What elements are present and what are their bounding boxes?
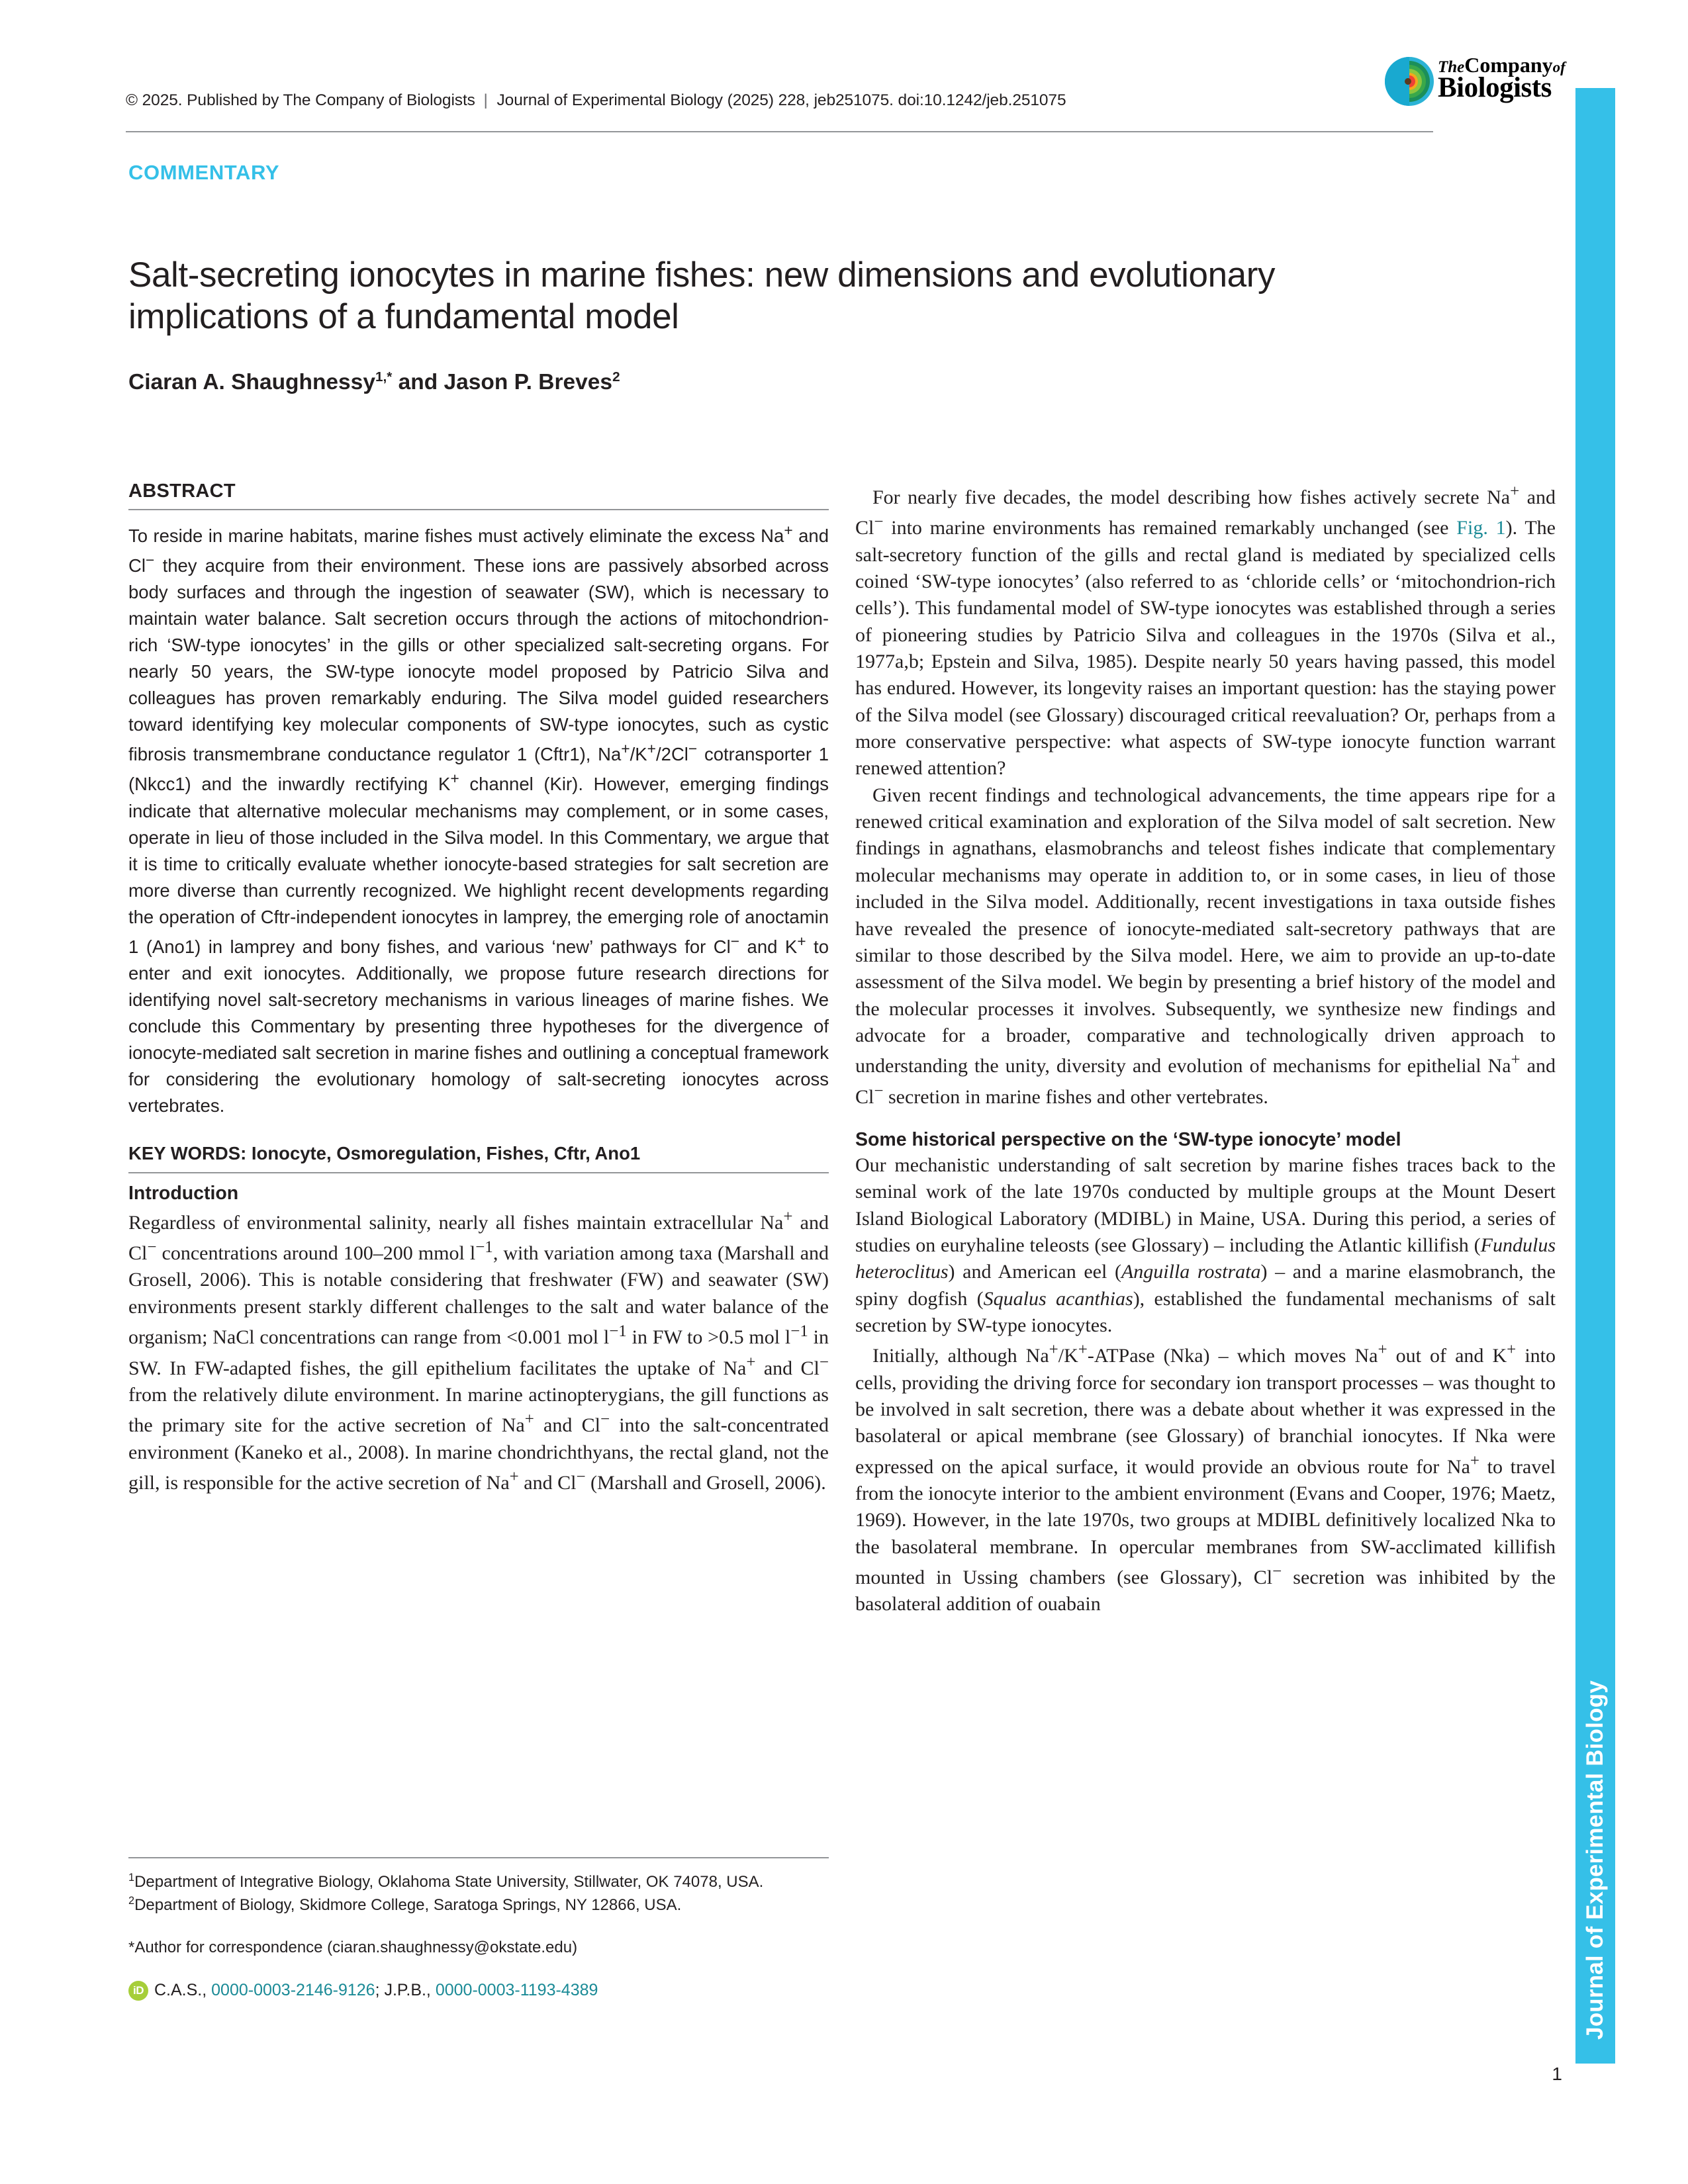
abstract-divider — [128, 509, 829, 510]
section-heading-historical-perspective: Some historical perspective on the ‘SW-type ionocyte’ model — [855, 1128, 1401, 1150]
journal-sidebar-label: Journal of Experimental Biology — [1582, 1680, 1608, 2040]
abstract-heading: ABSTRACT — [128, 480, 236, 502]
masthead-divider — [126, 131, 1433, 132]
author-list: Ciaran A. Shaughnessy$^{1,*}$ and Jason P. Breves$^2$ — [128, 369, 620, 395]
article-type-label: COMMENTARY — [128, 161, 280, 184]
footnote-divider — [128, 1857, 829, 1858]
left-column — [128, 480, 829, 1496]
corresponding-author: *Author for correspondence (ciaran.shaughnessy@okstate.edu) — [128, 1938, 578, 1957]
publisher-logo-wordmark — [1438, 53, 1573, 104]
page-title: Salt-secreting ionocytes in marine fishes: new dimensions and evolutionary implications of a fundamental model — [128, 255, 1276, 336]
intro-paragraph-1: For nearly five decades, the model describing how fishes actively secrete Na+ and Cl− into marine environments has remained remarkably unchanged (see Fig. 1). The salt-secretory function of the gills and rectal gland is mediated by specialized cells coined ‘SW-type ionocytes’ (also referred to as ‘chloride cells’ or ‘mitochondrion-rich cells’). This fundamental model of SW-type ionocytes was established through a series of pioneering studies by Patricio Silva and colleagues in the 1970s (Silva et al., 1977a,b; Epstein and Silva, 1985). Despite nearly 50 years having passed, this model has endured. However, its longevity raises an important question: has the staying power of the Silva model (see Glossary) discouraged critical reevaluation? Or, perhaps from a more conservative perspective: what aspects of SW-type ionocyte function warrant renewed attention? — [855, 482, 1556, 780]
copyright-text: © 2025. Published by The Company of Biologists — [126, 91, 475, 109]
masthead-citation-line — [126, 91, 1066, 110]
publisher-logo-biologists: Biologists — [1438, 72, 1552, 104]
journal-citation: Journal of Experimental Biology (2025) 228, jeb251075. doi:10.1242/jeb.251075 — [496, 91, 1066, 109]
publisher-logo-company: Company — [1464, 53, 1553, 77]
masthead — [126, 73, 1572, 132]
orcid-identifiers: C.A.S., 0000-0003-2146-9126; J.P.B., 0000-0003-1193-4389 — [154, 1981, 598, 2000]
right-column — [855, 480, 1556, 1618]
footnotes-block — [128, 1870, 829, 2003]
historical-paragraph-1: Our mechanistic understanding of salt secretion by marine fishes traces back to the seminal work of the late 1970s conducted by multiple groups at the Mount Desert Island Biological Laboratory (MDIBL) in Maine, USA. During this period, a series of studies on euryhaline teleosts (see Glossary) – including the Atlantic killifish (Fundulus heteroclitus) and American eel (Anguilla rostrata) – and a marine elasmobranch, the spiny dogfish (Squalus acanthias), established the fundamental mechanisms of salt secretion by SW-type ionocytes. — [855, 1154, 1556, 1336]
keywords-divider — [128, 1172, 829, 1173]
keywords-label: KEY WORDS: — [128, 1142, 247, 1163]
publisher-logo — [1383, 52, 1575, 113]
intro-paragraph-2: Given recent findings and technological advancements, the time appears ripe for a renewed critical examination and exploration of the Silva model of salt secretion. New findings in agnathans, elasmobranchs and teleost fishes indicate that complementary molecular mechanisms may operate in addition to, or in some cases, in lieu of those included in the Silva model. Additionally, recent investigations in taxa outside fishes have revealed the presence of ionocyte-mediated salt-secretory pathways that are similar to those described by the Silva model. Here, we aim to provide an up-to-date assessment of the Silva model. We begin by presenting a brief history of the model and the molecular processes it involves. Subsequently, we synthesize new findings and advocate for a broader, comparative and technologically driven approach to understanding the unity, diversity and evolution of mechanisms for epithelial Na+ and Cl− secretion in marine fishes and other vertebrates. — [855, 784, 1556, 1108]
journal-sidebar — [1575, 88, 1615, 2064]
abstract-text: To reside in marine habitats, marine fishes must actively eliminate the excess Na+ and Cl− they acquire from their environment. These ions are passively absorbed across body surfaces and through the ingestion of seawater (SW), which is necessary to maintain water balance. Salt secretion occurs through the actions of mitochondrion-rich ‘SW-type ionocytes’ in the gills or other specialized salt-secreting organs. For nearly 50 years, the SW-type ionocyte model proposed by Patricio Silva and colleagues has proven remarkably enduring. The Silva model guided researchers toward identifying key molecular components of SW-type ionocytes, such as cystic fibrosis transmembrane conductance regulator 1 (Cftr1), Na+/K+/2Cl− cotransporter 1 (Nkcc1) and the inwardly rectifying K+ channel (Kir). However, emerging findings indicate that alternative molecular mechanisms may complement, or in some cases, operate in lieu of those included in the Silva model. In this Commentary, we argue that it is time to critically evaluate whether ionocyte-based strategies for salt secretion are more diverse than currently recognized. We highlight recent developments regarding the operation of Cftr-independent ionocytes in lamprey, the emerging role of anoctamin 1 (Ano1) in lamprey and bony fishes, and various ‘new’ pathways for Cl− and K+ to enter and exit ionocytes. Additionally, we propose future research directions for identifying novel salt-secretory mechanisms in various lineages of marine fishes. We conclude this Commentary by presenting three hypotheses for the divergence of ionocyte-mediated salt secretion in marine fishes and outlining a conceptual framework for considering the evolutionary homology of salt-secreting ionocytes across vertebrates. — [128, 522, 829, 1116]
historical-paragraph-2: Initially, although Na+/K+-ATPase (Nka) – which moves Na+ out of and K+ into cells, providing the driving force for secondary ion transport processes – was thought to be involved in salt secretion, there was a debate about whether it was expressed in the basolateral or apical membrane (see Glossary) of branchial ionocytes. If Nka were expressed on the apical surface, it would provide an obvious route for Na+ to travel from the ionocyte interior to the ambient environment (Evans and Cooper, 1976; Maetz, 1969). However, in the late 1970s, two groups at MDIBL definitively localized Nka to the basolateral membrane. In opercular membranes from SW-acclimated killifish mounted in Ussing chambers (see Glossary), Cl− secretion was inhibited by the basolateral addition of ouabain — [855, 1341, 1556, 1615]
masthead-separator: | — [483, 91, 488, 109]
publisher-logo-of: of — [1552, 59, 1566, 75]
orcid-icon: iD — [128, 1981, 148, 2001]
company-of-biologists-logo-icon — [1383, 56, 1435, 107]
keywords-line — [128, 1143, 829, 1164]
orcid-line — [128, 1979, 829, 2003]
introduction-paragraph: Regardless of environmental salinity, nearly all fishes maintain extracellular Na+ and Cl− concentrations around 100–200 mmol $l^{-1}$, with variation among taxa (Marshall and Grosell, 2006). This is notable considering that freshwater (FW) and seawater (SW) environments present starkly different challenges to the salt and water balance of the organism; NaCl concentrations can range from <0.001 mol $l^{-1}$ in FW to >0.5 mol $l^{-1}$ in SW. In FW-adapted fishes, the gill epithelium facilitates the uptake of Na+ and Cl− from the relatively dilute environment. In marine actinopterygians, the gill functions as the primary site for the active secretion of Na+ and Cl− into the salt-concentrated environment (Kaneko et al., 2008). In marine chondrichthyans, the rectal gland, not the gill, is responsible for the active secretion of Na+ and Cl− (Marshall and Grosell, 2006). — [128, 1207, 829, 1494]
publisher-logo-the: The — [1438, 58, 1465, 76]
page-number: 1 — [1552, 2064, 1562, 2084]
section-heading-introduction: Introduction — [128, 1182, 239, 1204]
keywords-terms: Ionocyte, Osmoregulation, Fishes, Cftr, Ano1 — [251, 1142, 641, 1163]
author-affiliations: $^1$Department of Integrative Biology, Oklahoma State University, Stillwater, OK 74078, USA. $^2$Department of Biology, Skidmore College, Saratoga Springs, NY 12866, USA. — [128, 1872, 764, 1915]
